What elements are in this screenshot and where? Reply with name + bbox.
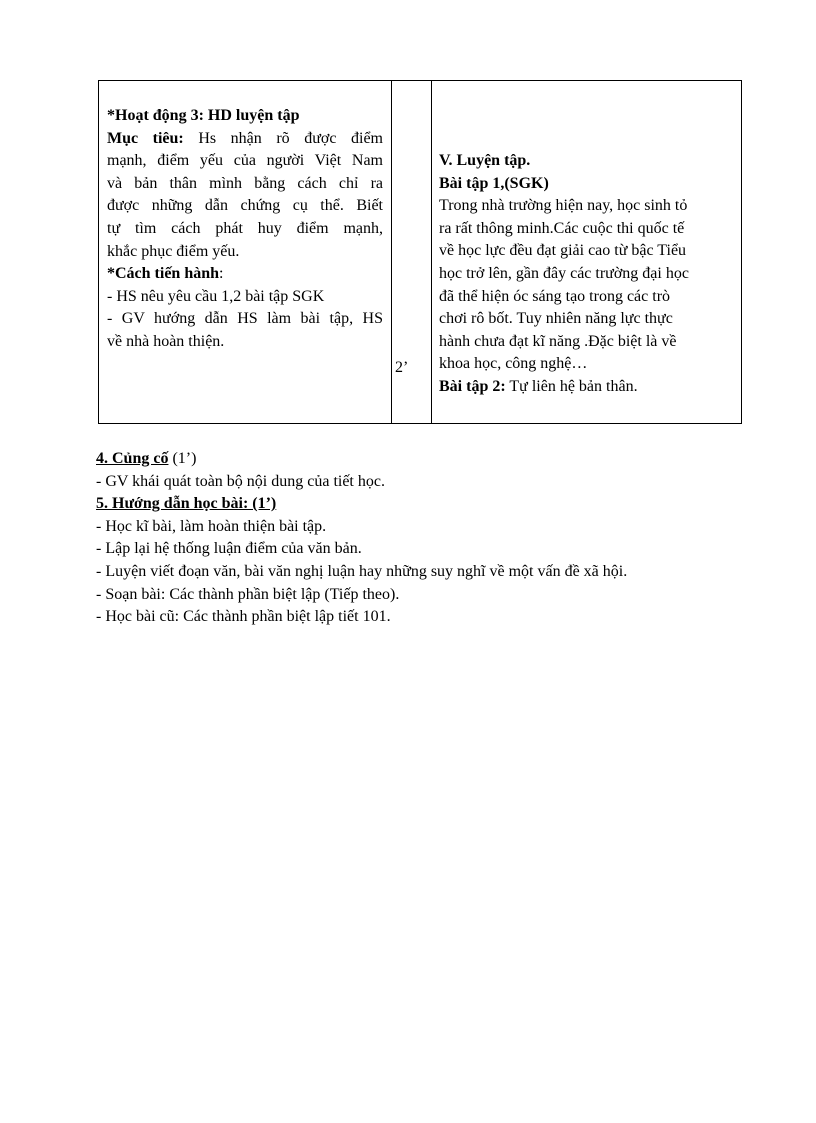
- exercise-2: Bài tập 2: Tự liên hệ bản thân.: [439, 377, 638, 395]
- consolidation-item: - GV khái quát toàn bộ nội dung của tiết học.: [96, 472, 385, 490]
- column-divider: [431, 81, 432, 423]
- homework-item: - Luyện viết đoạn văn, bài văn nghị luận hay những suy nghĩ về một vấn đề xã hội.: [96, 562, 628, 580]
- time-cell: [395, 357, 429, 380]
- homework-item: - Lập lại hệ thống luận điểm của văn bản.: [96, 540, 362, 558]
- homework-item: - Soạn bài: Các thành phần biệt lập (Tiếp theo).: [96, 585, 400, 603]
- exercise-1-line: chơi rô bốt. Tuy nhiên năng lực thực: [439, 310, 673, 328]
- objective-line: và bản thân mình bằng cách chỉ ra: [107, 174, 383, 192]
- content-cell: [439, 150, 735, 399]
- exercise-1-line: học trở lên, gần đây các trường đại học: [439, 264, 689, 282]
- section-title: V. Luyện tập.: [439, 152, 531, 169]
- exercise-1-line: hành chưa đạt kĩ năng .Đặc biệt là về: [439, 332, 677, 350]
- exercise-1-label: Bài tập 1,(SGK): [439, 174, 549, 192]
- objective-line: được những dẫn chứng cụ thể. Biết: [107, 197, 383, 215]
- objective-line: khắc phục điểm yếu.: [107, 242, 240, 260]
- exercise-1-line: khoa học, công nghệ…: [439, 355, 588, 373]
- method-step: - HS nêu yêu cầu 1,2 bài tập SGK: [107, 287, 325, 305]
- column-divider: [391, 81, 392, 423]
- homework-heading: 5. Hướng dẫn học bài: (1’): [96, 495, 277, 513]
- lesson-notes: [96, 448, 776, 629]
- homework-item: - Học bài cũ: Các thành phần biệt lập tiết 101.: [96, 608, 391, 626]
- method-heading: *Cách tiến hành:: [107, 265, 224, 283]
- exercise-1-line: Trong nhà trường hiện nay, học sinh tỏ: [439, 197, 688, 215]
- exercise-1-line: ra rất thông minh.Các cuộc thi quốc tế: [439, 219, 685, 237]
- method-step: về nhà hoàn thiện.: [107, 332, 225, 350]
- lesson-table: [98, 80, 742, 424]
- method-step: - GV hướng dẫn HS làm bài tập, HS: [107, 310, 383, 328]
- objective-line: Mục tiêu: Hs nhận rõ được điểm: [107, 129, 384, 147]
- objective-line: mạnh, điểm yếu của người Việt Nam: [107, 152, 383, 170]
- activity-cell: [107, 105, 383, 354]
- activity-heading: *Hoạt động 3: HD luyện tập: [107, 107, 300, 124]
- objective-line: tự tìm cách phát huy điểm mạnh,: [107, 219, 383, 237]
- consolidation-heading: 4. Củng cố (1’): [96, 450, 197, 467]
- exercise-1-line: đã thể hiện óc sáng tạo trong các trò: [439, 287, 671, 305]
- time-value: 2’: [395, 359, 409, 376]
- homework-item: - Học kĩ bài, làm hoàn thiện bài tập.: [96, 517, 327, 535]
- exercise-1-line: về học lực đều đạt giải cao từ bậc Tiểu: [439, 242, 687, 260]
